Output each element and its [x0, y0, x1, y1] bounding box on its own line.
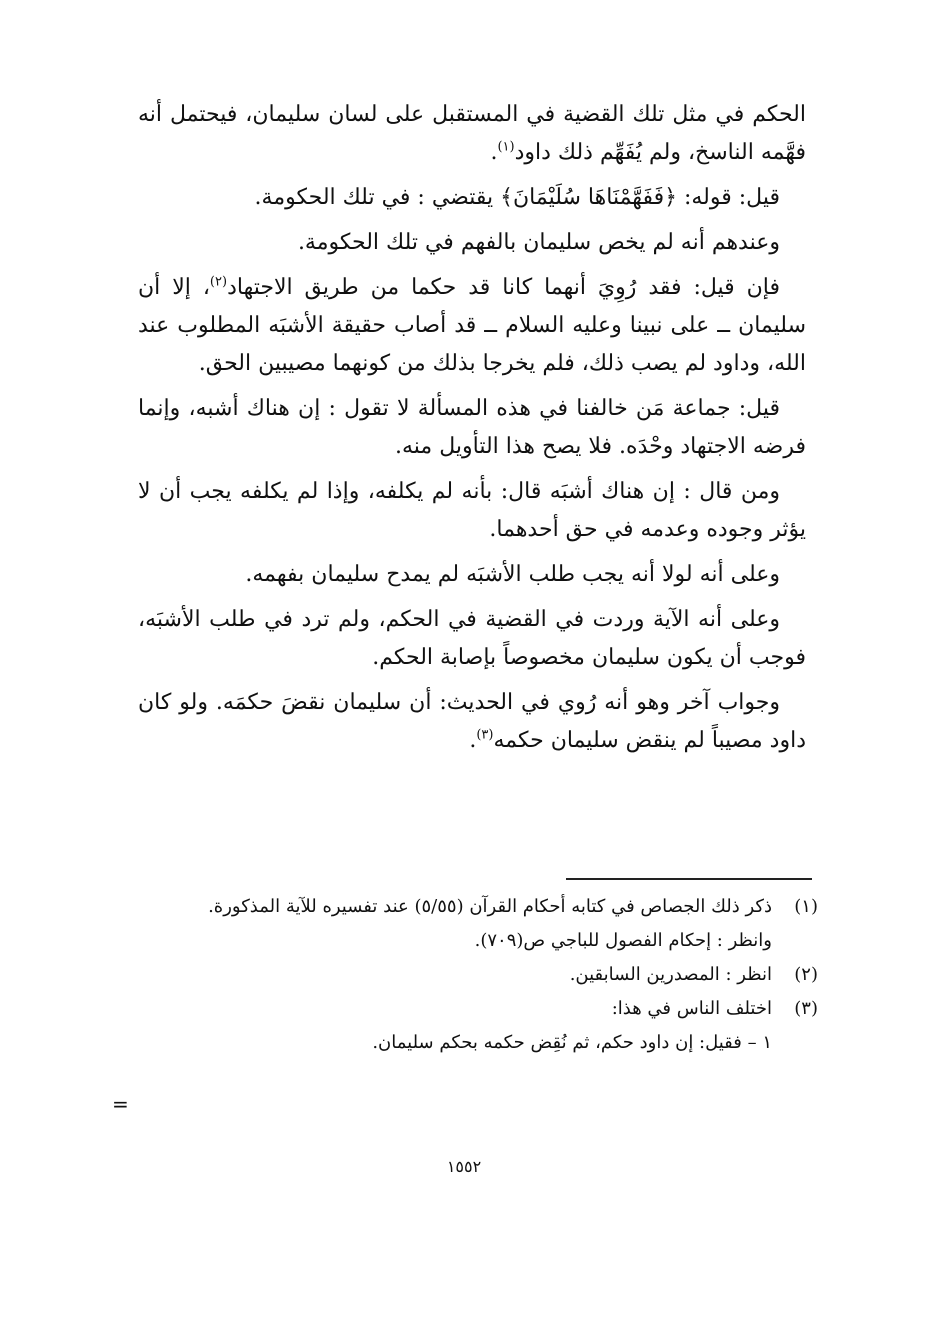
footnote-2-number: (٢): [794, 964, 818, 985]
paragraph-3: وعندهم أنه لم يخص سليمان بالفهم في تلك الحكومة.: [297, 230, 780, 255]
main-text: [138, 96, 806, 767]
footnote-3-text: اختلف الناس في هذا:: [611, 998, 772, 1019]
paragraph-9-end: .: [469, 728, 477, 753]
paragraph-8: وعلى أنه الآية وردت في القضية في الحكم، ولم ترد في طلب الأشبَه، فوجب أن يكون سليمان مخصوصاً بإصابة الحكم.: [138, 607, 806, 670]
footnotes: [138, 890, 818, 1060]
paragraph-2: قيل: قوله: ﴿فَفَهَّمْنَاهَا سُلَيْمَانَ﴾ يقتضي : في تلك الحكومة.: [254, 185, 780, 210]
paragraph-4-text-a: فإن قيل: فقد رُوِيَ أنهما كانا قد حكما من طريق الاجتهاد: [227, 275, 781, 300]
footnote-2: [138, 958, 818, 992]
footnote-1-continuation: وانظر : إحكام الفصول للباجي ص(٧٠٩).: [474, 930, 772, 951]
paragraph-6: ومن قال : إن هناك أشبَه قال: بأنه لم يكلفه، وإذا لم يكلفه يجب أن لا يؤثر وجوده وعدمه في حق أحدهما.: [138, 479, 806, 542]
footnote-1-number: (١): [794, 896, 818, 917]
footnote-1-text: ذكر ذلك الجصاص في كتابه أحكام القرآن (٥/٥٥) عند تفسيره للآية المذكورة.: [208, 896, 772, 917]
paragraph-1-end: .: [490, 140, 498, 165]
footnote-ref-3: (٣): [476, 727, 494, 743]
footnote-3-number: (٣): [794, 998, 818, 1019]
footnote-1: [138, 890, 818, 924]
paragraph-1-text: الحكم في مثل تلك القضية في المستقبل على لسان سليمان، فيحتمل أنه فهَّمه الناسخ، ولم يُفَهِّم ذلك داود: [138, 102, 806, 165]
footnote-separator: [566, 878, 812, 880]
paragraph-4: [138, 269, 806, 383]
footnote-ref-2: (٢): [209, 274, 228, 290]
paragraph-9-text: وجواب آخر وهو أنه رُوي في الحديث: أن سليمان نقضَ حكمَه. ولو كان داود مصيباً لم ينقض سليمان حكمه: [138, 690, 806, 753]
paragraph-7: وعلى أنه لولا أنه يجب طلب الأشبَه لم يمدح سليمان بفهمه.: [245, 562, 780, 587]
footnote-3-item-1: ١ – فقيل: إن داود حكم، ثم نُقِض حكمه بحكم سليمان.: [372, 1032, 772, 1053]
footnote-2-text: انظر : المصدرين السابقين.: [569, 964, 772, 985]
paragraph-4-text-b: ، إلا أن سليمان ــ على نبينا وعليه السلام ــ قد أصاب حقيقة الأشبَه المطلوب عند الله، وداود لم يصب ذلك، فلم يخرجا بذلك من كونهما مصيبين الحق.: [138, 275, 806, 376]
paragraph-9: [138, 684, 806, 760]
footnote-ref-1: (١): [497, 139, 515, 155]
page-number: ١٥٥٢: [446, 1157, 482, 1176]
continuation-mark: =: [112, 1092, 129, 1116]
footnote-3: [138, 992, 818, 1026]
paragraph-5: قيل: جماعة مَن خالفنا في هذه المسألة لا تقول : إن هناك أشبه، وإنما فرضه الاجتهاد وحْدَه. فلا يصح هذا التأويل منه.: [138, 396, 806, 459]
paragraph-1: [138, 96, 806, 172]
